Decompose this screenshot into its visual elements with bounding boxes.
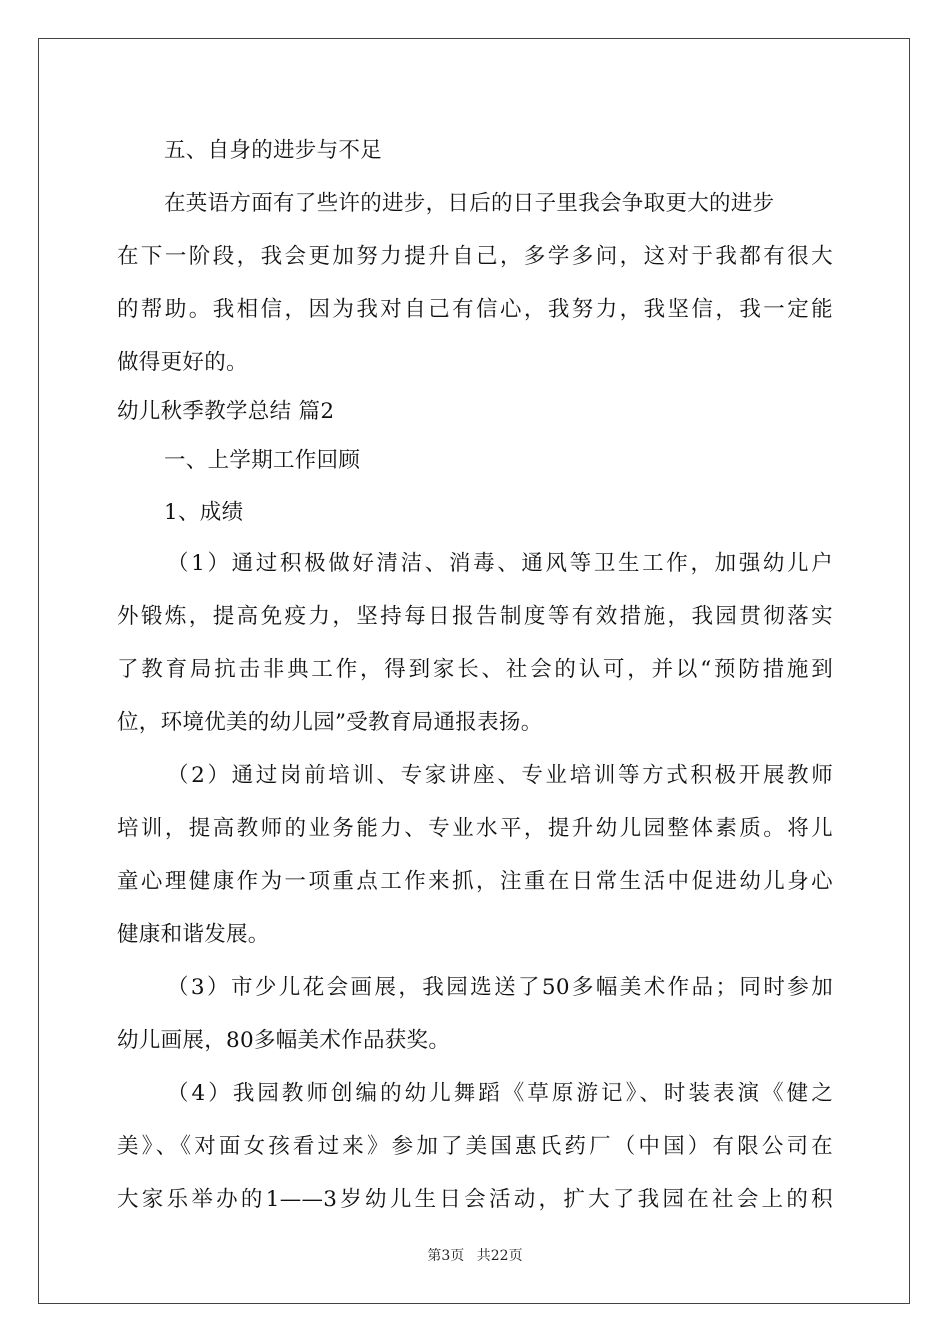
paragraph-line: （1）通过积极做好清洁、消毒、通风等卫生工作，加强幼儿户 — [167, 551, 833, 576]
paragraph-line: 在英语方面有了些许的进步，日后的日子里我会争取更大的进步 — [164, 191, 775, 216]
document-body — [117, 126, 833, 1224]
paragraph-line: 外锻炼，提高免疫力，坚持每日报告制度等有效措施，我园贯彻落实 — [117, 604, 833, 629]
paragraph-line: 健康和谐发展。 — [117, 922, 270, 947]
paragraph-line: 幼儿画展，80多幅美术作品获奖。 — [117, 1028, 451, 1053]
paragraph-line: 美》、《对面女孩看过来》参加了美国惠氏药厂（中国）有限公司在 — [117, 1134, 833, 1159]
page-footer — [0, 1245, 950, 1265]
article-title: 幼儿秋季教学总结 篇2 — [117, 399, 335, 424]
paragraph-line: 的帮助。我相信，因为我对自己有信心，我努力，我坚信，我一定能 — [117, 297, 833, 322]
paragraph-line: 位，环境优美的幼儿园”受教育局通报表扬。 — [117, 710, 543, 735]
section-heading: 五、自身的进步与不足 — [164, 138, 383, 163]
page-number: 第3页 — [427, 1248, 465, 1264]
paragraph-line: 培训，提高教师的业务能力、专业水平，提升幼儿园整体素质。将儿 — [117, 816, 833, 841]
paragraph-line: 大家乐举办的1——3岁幼儿生日会活动，扩大了我园在社会上的积 — [117, 1187, 833, 1212]
paragraph-line: （2）通过岗前培训、专家讲座、专业培训等方式积极开展教师 — [167, 763, 833, 788]
section-heading: 一、上学期工作回顾 — [164, 448, 361, 473]
paragraph-line: 在下一阶段，我会更加努力提升自己，多学多问，这对于我都有很大 — [117, 244, 833, 269]
paragraph-line: 做得更好的。 — [117, 350, 248, 375]
paragraph-line: （3）市少儿花会画展，我园选送了50多幅美术作品；同时参加 — [167, 975, 833, 1000]
subsection-heading: 1、成绩 — [164, 500, 244, 525]
paragraph-line: （4）我园教师创编的幼儿舞蹈《草原游记》、时装表演《健之 — [167, 1081, 833, 1106]
total-pages: 共22页 — [476, 1248, 523, 1264]
paragraph-line: 童心理健康作为一项重点工作来抓，注重在日常生活中促进幼儿身心 — [117, 869, 833, 894]
paragraph-line: 了教育局抗击非典工作，得到家长、社会的认可，并以“预防措施到 — [117, 657, 833, 682]
